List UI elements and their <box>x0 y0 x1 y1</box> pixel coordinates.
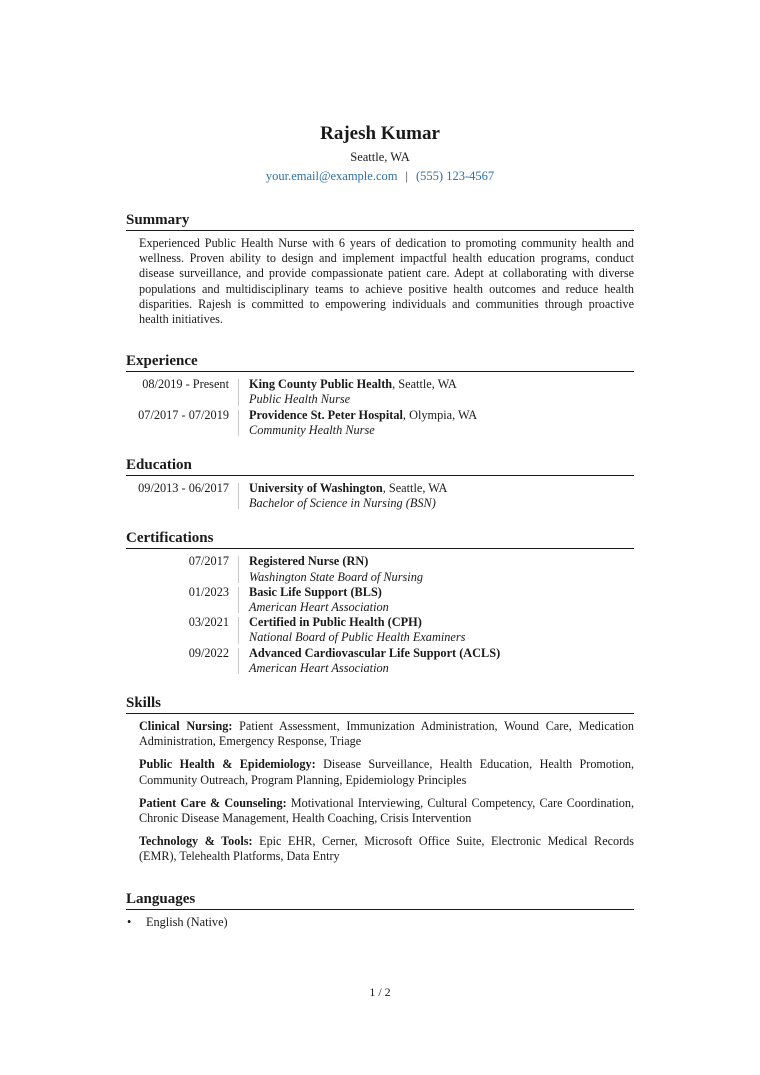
skill-category: Patient Care & Counseling: <box>139 795 287 810</box>
entry-body <box>239 585 634 615</box>
certification-entry <box>126 585 634 615</box>
certification-entry <box>126 554 634 584</box>
languages-section <box>126 890 634 930</box>
section-title-education: Education <box>126 456 634 476</box>
list-item <box>126 915 634 930</box>
entry-degree: Bachelor of Science in Nursing (BSN) <box>249 496 436 511</box>
entry-title <box>249 377 634 392</box>
contact-separator: | <box>405 169 408 183</box>
education-entry <box>126 481 634 511</box>
entry-title <box>249 481 634 496</box>
section-title-summary: Summary <box>126 211 634 231</box>
certification-entry <box>126 646 634 676</box>
entry-org: King County Public Health <box>249 377 393 392</box>
skill-category: Clinical Nursing: <box>139 719 233 734</box>
email-link[interactable]: your.email@example.com <box>265 169 398 183</box>
resume-page <box>126 122 634 930</box>
summary-section <box>126 211 634 327</box>
certification-name <box>249 585 634 600</box>
section-title-languages: Languages <box>126 890 634 910</box>
entry-org: Providence St. Peter Hospital <box>249 407 403 422</box>
entry-body <box>239 646 634 676</box>
experience-entry <box>126 377 634 407</box>
skill-category: Technology & Tools: <box>139 834 253 849</box>
skill-items: Epic EHR, Cerner, Microsoft Office Suite, Electronic Medical Records (EMR), Telehealth Platforms, Data Entry <box>139 834 634 864</box>
section-title-certifications: Certifications <box>126 529 634 549</box>
entry-body <box>239 408 634 438</box>
candidate-location: Seattle, WA <box>350 150 410 164</box>
entry-place: , Seattle, WA <box>392 377 457 392</box>
candidate-name: Rajesh Kumar <box>320 123 440 144</box>
entry-date: 08/2019 - Present <box>142 377 229 392</box>
language-name: English (Native) <box>146 914 228 929</box>
entry-date: 07/2017 <box>188 554 229 569</box>
certifications-section <box>126 529 634 676</box>
certification-issuer: Washington State Board of Nursing <box>249 569 423 584</box>
entry-date: 07/2017 - 07/2019 <box>138 407 229 422</box>
section-title-experience: Experience <box>126 352 634 372</box>
entry-role: Public Health Nurse <box>249 392 351 407</box>
entry-body <box>239 377 634 407</box>
education-section <box>126 456 634 511</box>
skill-items: Motivational Interviewing, Cultural Competency, Care Coordination, Chronic Disease Management, Health Coaching, Crisis Intervention <box>139 795 634 826</box>
skill-group <box>139 757 634 787</box>
resume-header <box>126 122 634 185</box>
certification-name <box>249 554 634 569</box>
entry-date: 09/2022 <box>188 645 229 660</box>
certification-name-text: Registered Nurse (RN) <box>249 554 369 569</box>
contact-line <box>126 167 634 185</box>
section-title-skills: Skills <box>126 694 634 714</box>
entry-body <box>239 481 634 511</box>
skills-section <box>126 694 634 865</box>
certification-issuer: American Heart Association <box>249 600 389 615</box>
entry-org: University of Washington <box>249 481 383 496</box>
skills-list <box>139 719 634 865</box>
certification-name-text: Certified in Public Health (CPH) <box>249 615 422 630</box>
entry-place: , Seattle, WA <box>382 481 448 496</box>
certification-issuer: National Board of Public Health Examiners <box>249 630 466 645</box>
skill-group <box>139 834 634 864</box>
entry-date: 03/2021 <box>188 615 229 630</box>
skill-items: Patient Assessment, Immunization Administration, Wound Care, Medication Administration, Emergency Response, Triage <box>139 719 634 749</box>
certification-name-text: Advanced Cardiovascular Life Support (ACLS) <box>249 645 501 660</box>
certification-name <box>249 615 634 630</box>
certification-name-text: Basic Life Support (BLS) <box>249 584 382 599</box>
page-indicator: 1 / 2 <box>369 985 391 999</box>
phone-link[interactable]: (555) 123-4567 <box>416 169 495 183</box>
certification-name <box>249 646 634 661</box>
entry-body <box>239 554 634 584</box>
skill-group <box>139 719 634 749</box>
summary-text: Experienced Public Health Nurse with 6 years of dedication to promoting community health and wellness. Proven ability to design and implement impactful health education programs, conduct disease surveillance, and provide compassionate patient care. Adept at collaborating with diverse populations and multidisciplinary teams to achieve positive health outcomes and reduce health disparities. Rajesh is committed to empowering individuals and communities through proactive health initiatives. <box>139 236 634 327</box>
entry-body <box>239 615 634 645</box>
entry-date: 09/2013 - 06/2017 <box>138 481 229 496</box>
bullet-icon: • <box>127 914 132 929</box>
skill-items: Disease Surveillance, Health Education, Health Promotion, Community Outreach, Program Planning, Epidemiology Principles <box>139 757 634 787</box>
certification-entry <box>126 615 634 645</box>
skill-group <box>139 796 634 826</box>
entry-role: Community Health Nurse <box>249 422 375 437</box>
languages-list <box>126 915 634 930</box>
experience-section <box>126 352 634 438</box>
experience-entry <box>126 408 634 438</box>
entry-place: , Olympia, WA <box>402 407 478 422</box>
entry-date: 01/2023 <box>188 584 229 599</box>
certification-issuer: American Heart Association <box>249 660 389 675</box>
entry-title <box>249 408 634 423</box>
skill-category: Public Health & Epidemiology: <box>139 757 316 772</box>
